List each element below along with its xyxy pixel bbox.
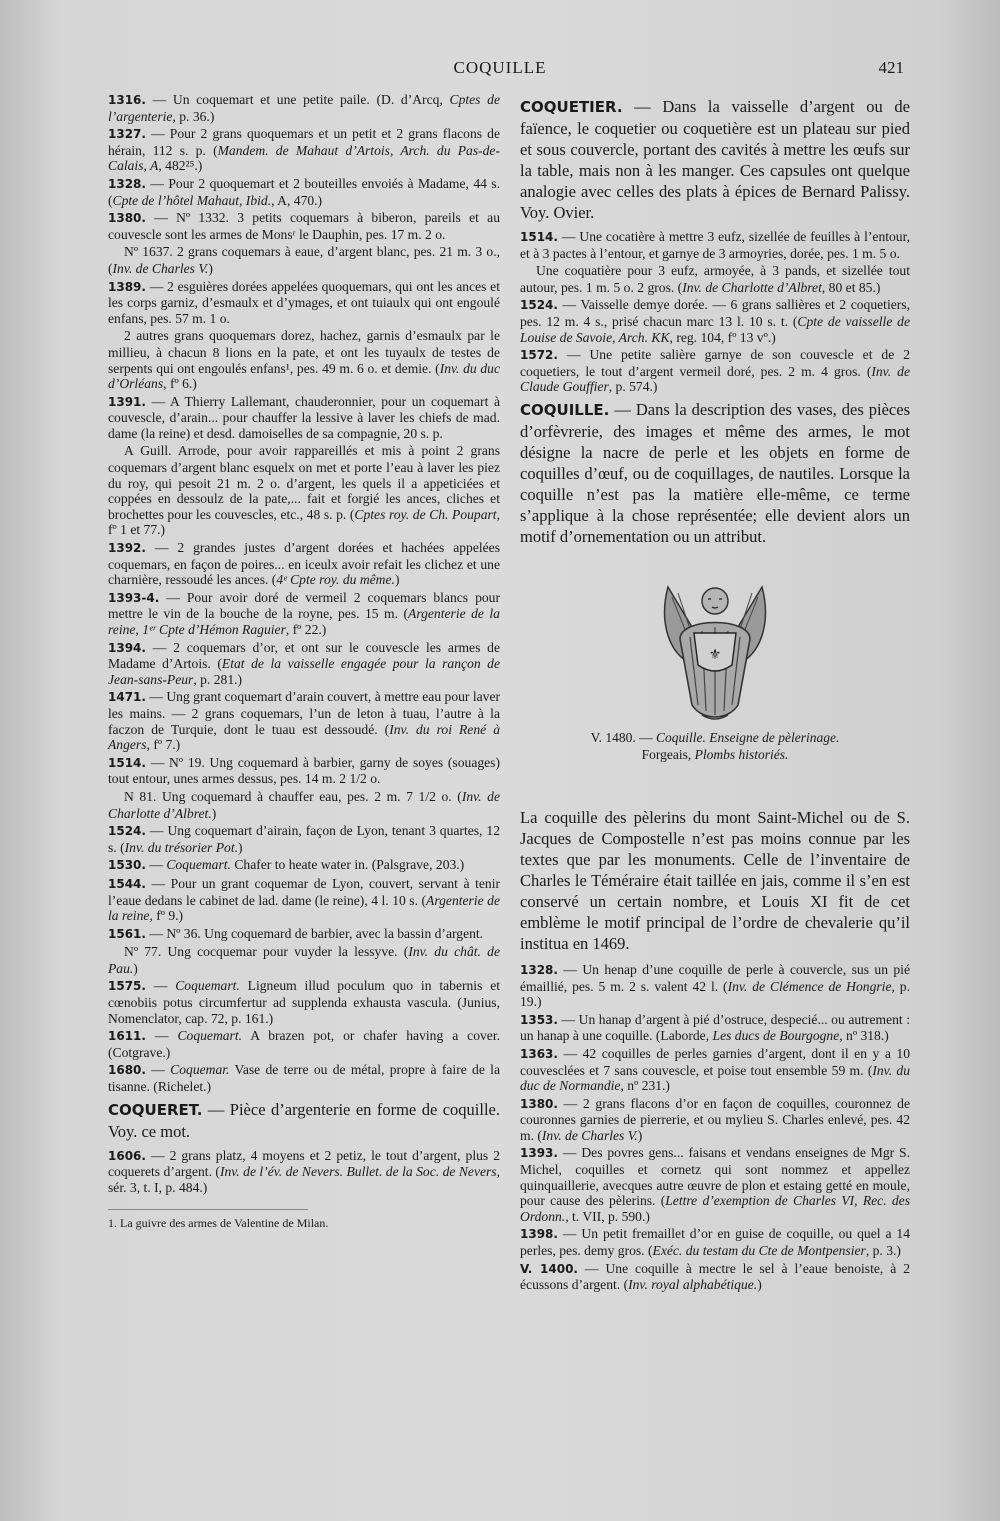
entry-year: 1380. [520, 1096, 558, 1111]
entry-text: — Pour 2 quoquemart et 2 bouteilles envoiés à Madame, 44 s. ( [108, 175, 500, 208]
entry [520, 1226, 910, 1258]
entry [520, 347, 910, 395]
coquille-entries [520, 962, 910, 1293]
coqueret-word: COQUERET. [108, 1100, 203, 1119]
entry [108, 443, 500, 538]
scallop-shell-badge-icon [658, 577, 772, 725]
entry-tail: , A, 470.) [271, 192, 323, 208]
entry-tail: , p. 36.) [172, 108, 215, 124]
entry-text: Nº 77. Ung cocquemar pour vuyder la lessyve. ( [124, 944, 409, 960]
entry-tail: ) [238, 839, 243, 855]
entry-source: Coquemart. [175, 978, 240, 994]
entry-year: 1363. [520, 1046, 558, 1061]
entry-source: Inv. du trésorier Pot. [124, 839, 239, 855]
entry-source: Coquemart. [177, 1028, 243, 1044]
entry-year: 1606. [108, 1148, 146, 1163]
entry [108, 926, 500, 943]
entry [108, 244, 500, 276]
entry [108, 92, 500, 124]
entry-text: 2 autres grans quoquemars dorez, hachez, garnis d’esmaulx par le millieu, à chacun 8 lions en la pate, et ont les tuyaulx de testes de serpents qui ont engoulés enfans¹, pes. 49 m. 6 o. et demie. ( [108, 328, 500, 376]
spacer [520, 763, 910, 803]
running-head [0, 58, 1000, 82]
entry [108, 394, 500, 442]
entry-year: 1514. [108, 755, 146, 770]
left-column [108, 92, 500, 1232]
entry-tail: Ligneum illud poculum quo in tabernis et cœnobiis potus circumfertur ad supplenda exhausta vascula. (Junius, Nomenclator, cap. 72, p. 161.) [108, 978, 501, 1026]
entry-text: — A Thierry Lallemant, chauderonnier, pour un coquemart à couvescle, d’arain... pour chauffer la lessive à laver les chiefs de mad. dame (la reine) et desd. damoiselles de sa compagnie, 20 s. p. [108, 393, 500, 441]
entry-text: — Nº 36. Ung coquemard de barbier, avec la bassin d’argent. [145, 925, 484, 941]
entry-text: — [145, 978, 176, 994]
entry-source: Coquemart. [166, 857, 231, 873]
caption-work: Plombs historiés. [694, 746, 789, 762]
entry-tail: ) [637, 1127, 643, 1143]
entry-tail: , p. 3.) [865, 1243, 901, 1259]
entry-text: — Ung grant coquemart d’arain couvert, à mettre eau pour laver les mains. — 2 grans coquemars, l’un de leton à tuau, l’autre à la faczon de Turquie, dont le tuau est dessoudé. ( [108, 689, 501, 737]
entry-year: 1393. [520, 1146, 558, 1161]
entry-year: 1391. [108, 394, 146, 409]
entry-year: 1514. [520, 230, 558, 244]
entry-year: 1572. [520, 348, 558, 363]
entry [520, 229, 910, 261]
entry [520, 1261, 910, 1293]
entry-year: 1611. [108, 1029, 146, 1044]
entry-year: 1398. [520, 1227, 558, 1242]
entry [520, 1046, 910, 1094]
entry-source: Argenterie de la reine, 1ᵉʳ Cpte d’Hémon Raguier [108, 606, 500, 637]
entry-source: Les ducs de Bourgogne [712, 1028, 840, 1044]
footnote-text: 1. La guivre des armes de Valentine de Milan. [108, 1216, 329, 1231]
page-number: 421 [878, 58, 904, 77]
entry [108, 876, 500, 924]
entry-text: — 2 grandes justes d’argent dorées et hachées appelées coquemars, en façon de poires... en iceulx avoir refait les clichez et une charnière, ressoudé les ances. ( [108, 540, 500, 588]
entry-source: Etat de la vaisselle engagée pour la rançon de Jean-sans-Peur [108, 656, 500, 687]
entry-year: 1471. [108, 690, 146, 705]
entry-year: 1544. [108, 876, 146, 891]
entry-text: — Un henap d’une coquille de perle à couvercle, sus un pié émaillié, pes. 5 m. 2 s. valent 42 l. ( [520, 961, 910, 994]
entry-year: 1393-4. [108, 590, 160, 605]
entry-text: — Une coquille à mectre le sel à l’eaue benoiste, à 2 écussons d’argent. ( [520, 1260, 911, 1293]
entry [108, 210, 500, 242]
entry-text: — Des povres gens... faisans et vendans enseignes de Mgr S. Michel, coquilles et cornetz qui sont nommez et appellez quinquaillerie, avecques autre œuvre de plon et estaing getté en moule, pour cause des pèlerins. ( [520, 1145, 910, 1209]
figure-caption [520, 729, 910, 763]
entry-year: 1561. [108, 926, 146, 941]
entry-tail: , p. 281.) [193, 671, 243, 687]
entry-tail: , fº 22.) [285, 622, 327, 637]
entry-text: — [145, 1028, 178, 1044]
entry-text: — 2 grans platz, 4 moyens et 2 petiz, le tout d’argent, plus 2 coquerets d’argent. ( [108, 1147, 500, 1180]
entry-text: — [145, 1062, 171, 1078]
entry-source: Argenterie de la reine [108, 892, 500, 924]
entry-text: Nº 1637. 2 grans coquemars à eaue, d’argent blanc, pes. 21 m. 3 o., ( [108, 244, 500, 276]
entry-source: Inv. du duc de Normandie [520, 1062, 910, 1094]
entry-year: 1328. [108, 176, 146, 191]
entry [108, 689, 500, 752]
entry-source: Inv. de Charlotte d’Albret. [108, 788, 500, 821]
entry-year: 1327. [108, 127, 146, 142]
entry-tail: , fº 6.) [163, 376, 197, 392]
coquille-text: — Dans la description des vases, des pièces d’orfèvrerie, des images et même des armes, le mot désigne la nacre de perle et les objets en forme de coquilles d’œuf, ou de coquillages, de nautiles. Lorsque la coquille n’est pas la matière elle-même, ce terme s’applique à la chose représentée; elle devient alors un motif d’ornementation ou un attribut. [520, 399, 910, 546]
entry-source: Cpte de vaisselle de Louise de Savoie, Arch. KK [520, 313, 910, 345]
entry-year: 1524. [520, 298, 558, 313]
entry [108, 328, 500, 391]
entry [520, 297, 910, 345]
entry-text: A Guill. Arrode, pour avoir rappareillés et mis à point 2 grans coquemars d’argent blanc esquelx on met et porte l’eau à laver les piez du roy, qui pesoit 21 m. 2 o. d’argent, les quels il a appeticiées et coppées en dessoulz de la pate,... fait et forgié les ances, cliches et brochettes pour les couvescles, etc., 48 s. p. ( [108, 443, 500, 522]
entry-tail: , sér. 3, t. I, p. 484.) [108, 1164, 500, 1195]
entry [520, 1145, 910, 1224]
entry-source: Inv. du chât. de Pau. [108, 944, 500, 976]
entry-source: Cptes de l’argenterie [108, 92, 500, 124]
entry-source: Inv. royal alphabétique. [628, 1277, 758, 1293]
entry-text: — 2 coquemars d’or, et ont sur le couvescle les armes de Madame d’Artois. ( [108, 639, 500, 672]
entry-tail: , 482²⁵.) [158, 158, 203, 174]
entry-tail: , fº 7.) [146, 737, 181, 753]
entry-text: — 2 grans flacons d’or en façon de coquilles, couronnez de couronnes garnies de pierrerie, et ou mylieu S. Charles enlevé, pes. 42 m. ( [520, 1095, 910, 1143]
coqueret-entry [108, 1148, 500, 1196]
coqueret-text: — Pièce d’argenterie en forme de coquille. Voy. ce mot. [108, 1099, 500, 1141]
pilgrim-badge-figure [520, 577, 910, 725]
entry [108, 1062, 500, 1094]
entry-year: 1328. [520, 962, 558, 977]
entry [520, 962, 910, 1010]
entry-tail: , p. 574.) [608, 379, 658, 395]
entry-source: Lettre d’exemption de Charles VI, Rec. des Ordonn. [520, 1193, 910, 1224]
entry-text: — Une cocatière à mettre 3 eufz, sizellée de feuilles à l’entour, et à 3 pactes à l’entour, et garnye de 3 armoyries, dorée, pes. 1 m. 5 o. [520, 229, 910, 261]
entry-tail: , reg. 104, fº 13 vº.) [669, 329, 776, 345]
entry [108, 126, 500, 174]
entry-year: 1524. [108, 824, 146, 839]
coqueret-heading [108, 1099, 500, 1142]
entry-text: — [145, 857, 167, 873]
entry [520, 263, 910, 295]
entry-text: — Pour 2 grans quoquemars et un petit et 2 grans flacons de hérain, 112 s. p. ( [108, 126, 500, 158]
entry-text: Une coquatière pour 3 eufz, armoyée, à 3 pands, et sizellée tout autour, pes. 1 m. 5 o. 2 gros. ( [520, 263, 910, 295]
caption-title: Coquille. Enseigne de pèlerinage. [656, 729, 840, 745]
entry-source: 4ᵉ Cpte roy. du même. [276, 572, 395, 588]
entry-year: 1392. [108, 541, 146, 556]
entry [108, 755, 500, 787]
coquille-paragraph-2: La coquille des pèlerins du mont Saint-Michel ou de S. Jacques de Compostelle n’est pas moins connue par les textes que par les monuments. Celle de l’inventaire de Charles le Téméraire était taillée en jais, comme il s’en est conservé un certain nombre, et Louis XI fit de cet emblème le motif principal de l’ordre de chevalerie qu’il institua en 1469. [520, 807, 910, 953]
svg-text:⚜: ⚜ [708, 646, 722, 663]
entry-source: Inv. de Clémence de Hongrie [727, 978, 892, 994]
entry-tail: ) [133, 960, 138, 976]
entry-tail: ) [757, 1277, 762, 1293]
entry-year: 1530. [108, 858, 146, 873]
coquille-word: COQUILLE. [520, 400, 610, 419]
entry-tail: , 80 et 85.) [821, 279, 881, 295]
entry-year: 1380. [108, 211, 146, 226]
entry [108, 978, 500, 1026]
entry-source: Coquemar. [170, 1062, 230, 1078]
entry-source: Inv. du roi René à Angers [108, 721, 500, 753]
entry [108, 540, 500, 588]
caption-date: V. 1480. — [590, 729, 657, 745]
entry-year: 1575. [108, 979, 146, 994]
entry [520, 1012, 910, 1044]
entry [108, 1028, 500, 1060]
entry-source: Inv. de Charles V. [541, 1127, 638, 1143]
entry-text: — Pour avoir doré de vermeil 2 coquemars blancs pour mettre le vin de la bouche de la royne, pes. 15 m. ( [108, 589, 500, 622]
entry-source: Cptes roy. de Ch. Poupart [354, 506, 497, 522]
entry-year: 1389. [108, 279, 146, 294]
entry-text: — Nº 19. Ung coquemard à barbier, garny de soyes (souages) tout entour, unes armes dessus, pes. 14 m. 2 1/2 o. [108, 754, 500, 787]
entry-text: — Un coquemart et une petite paile. (D. d’Arcq, [145, 92, 450, 107]
entry-text: — Ung coquemart d’airain, façon de Lyon, tenant 3 quartes, 12 s. ( [108, 823, 500, 855]
entry [520, 1096, 910, 1144]
coquille-heading [520, 399, 910, 547]
entry [108, 176, 500, 208]
entry [108, 944, 500, 976]
entry-source: Exéc. du testam du Cte de Montpensier [652, 1243, 866, 1259]
entry-tail: Chafer to heate water in. (Palsgrave, 203.) [230, 857, 465, 873]
entry-tail: , fº 9.) [149, 908, 184, 924]
caption-author: Forgeais, [641, 746, 695, 762]
entry-tail: , nº 318.) [839, 1028, 889, 1044]
entry-text: — Un petit fremaillet d’or en guise de coquille, ou quel a 14 perles, pes. demy gros. ( [520, 1226, 910, 1259]
entry-tail: A brazen pot, or chafer having a cover. (Cotgrave.) [108, 1028, 501, 1060]
entry-text: N 81. Ung coquemard à chauffer eau, pes. 2 m. 7 1/2 o. ( [124, 788, 462, 804]
entry-tail: ) [211, 805, 217, 821]
entry-tail: , fº 1 et 77.) [108, 506, 500, 538]
entry-year: 1353. [520, 1012, 558, 1027]
entry-tail: , p. 19.) [520, 978, 910, 1010]
entry-source: Inv. de l’év. de Nevers. Bullet. de la Soc. de Nevers [219, 1164, 497, 1180]
entry-tail: , t. VII, p. 590.) [565, 1208, 650, 1224]
entry-source: Inv. de Charlotte d’Albret [682, 279, 822, 295]
entry-text: — 42 coquilles de perles garnies d’argent, dont il en y a 10 couvesclées et 7 sans couvescle, et poise tout ensemble 59 m. ( [520, 1045, 910, 1078]
entry-year: 1316. [108, 93, 146, 107]
entry [108, 279, 500, 327]
coquetier-text: — Dans la vaisselle d’argent ou de faïence, le coquetier ou coquetière est un plateau sur pied et sous couvercle, portant des cavités à mettre les œufs sur la table, mais non à les manger. Ces capsules ont quelque analogie avec celles des plats à épices de Bernard Palissy. Voy. Ovier. [520, 97, 910, 222]
entry-source: Mandem. de Mahaut d’Artois, Arch. du Pas-de-Calais, A [108, 142, 500, 174]
entry-source: Inv. du duc d’Orléans [108, 360, 501, 392]
entry-year: 1680. [108, 1063, 146, 1078]
entry-text: — Vaisselle demye dorée. — 6 grans sallières et 2 coquetiers, pes. 12 m. 4 s., prisé chacun marc 13 l. 10 s. t. ( [520, 297, 910, 329]
entry [108, 789, 500, 821]
entry [108, 590, 500, 638]
entry [108, 857, 500, 874]
entry-source: Inv. de Charles V. [112, 260, 209, 276]
page-title: COQUILLE [453, 58, 547, 77]
entry-tail: ) [208, 260, 213, 276]
entry-text: — Un hanap d’argent à pié d’ostruce, despecié... ou autrement : un hanap à une coquille. (Laborde, [520, 1011, 910, 1044]
entry-year: V. 1400. [520, 1261, 578, 1276]
entry-source: Inv. de Claude Gouffier [520, 363, 910, 395]
entry [108, 823, 500, 855]
entry-text: — Nº 1332. 3 petits coquemars à biberon, pareils et au couvescle sont les armes de Monsʳ le Dauphin, pes. 17 m. 2 o. [108, 210, 500, 242]
entry-text: — 2 esguières dorées appelées quoquemars, qui ont les ances et les corps garniz, d’esmaulx et d’ymages, et ont tuiaulx qui ont engoulé enfans, pes. 57 m. 1 o. [108, 278, 500, 326]
coquetier-heading [520, 96, 910, 223]
left-entries [108, 92, 500, 1095]
coquetier-entries [520, 229, 910, 395]
entry-text: — Une petite salière garnye de son couvescle et de 2 coquetiers, le tout d’argent vermeil doré, pes. 2 m. 4 gros. ( [520, 347, 910, 379]
entry-tail: , nº 231.) [620, 1078, 670, 1094]
entry [108, 640, 500, 688]
entry-year: 1394. [108, 640, 146, 655]
entry-source: Cpte de l’hôtel Mahaut, Ibid. [112, 192, 272, 208]
coquetier-word: COQUETIER. [520, 98, 623, 116]
entry-text: — Pour un grant coquemar de Lyon, couvert, servant à tenir l’eaue dedans le cabinet de lad. dame (le reine), 4 l. 10 s. ( [108, 875, 500, 908]
entry-tail: Vase de terre ou de métal, propre à faire de la tisanne. (Richelet.) [108, 1062, 500, 1095]
entry-tail: ) [394, 572, 400, 588]
footnote [108, 1209, 329, 1232]
right-column [520, 92, 910, 1295]
